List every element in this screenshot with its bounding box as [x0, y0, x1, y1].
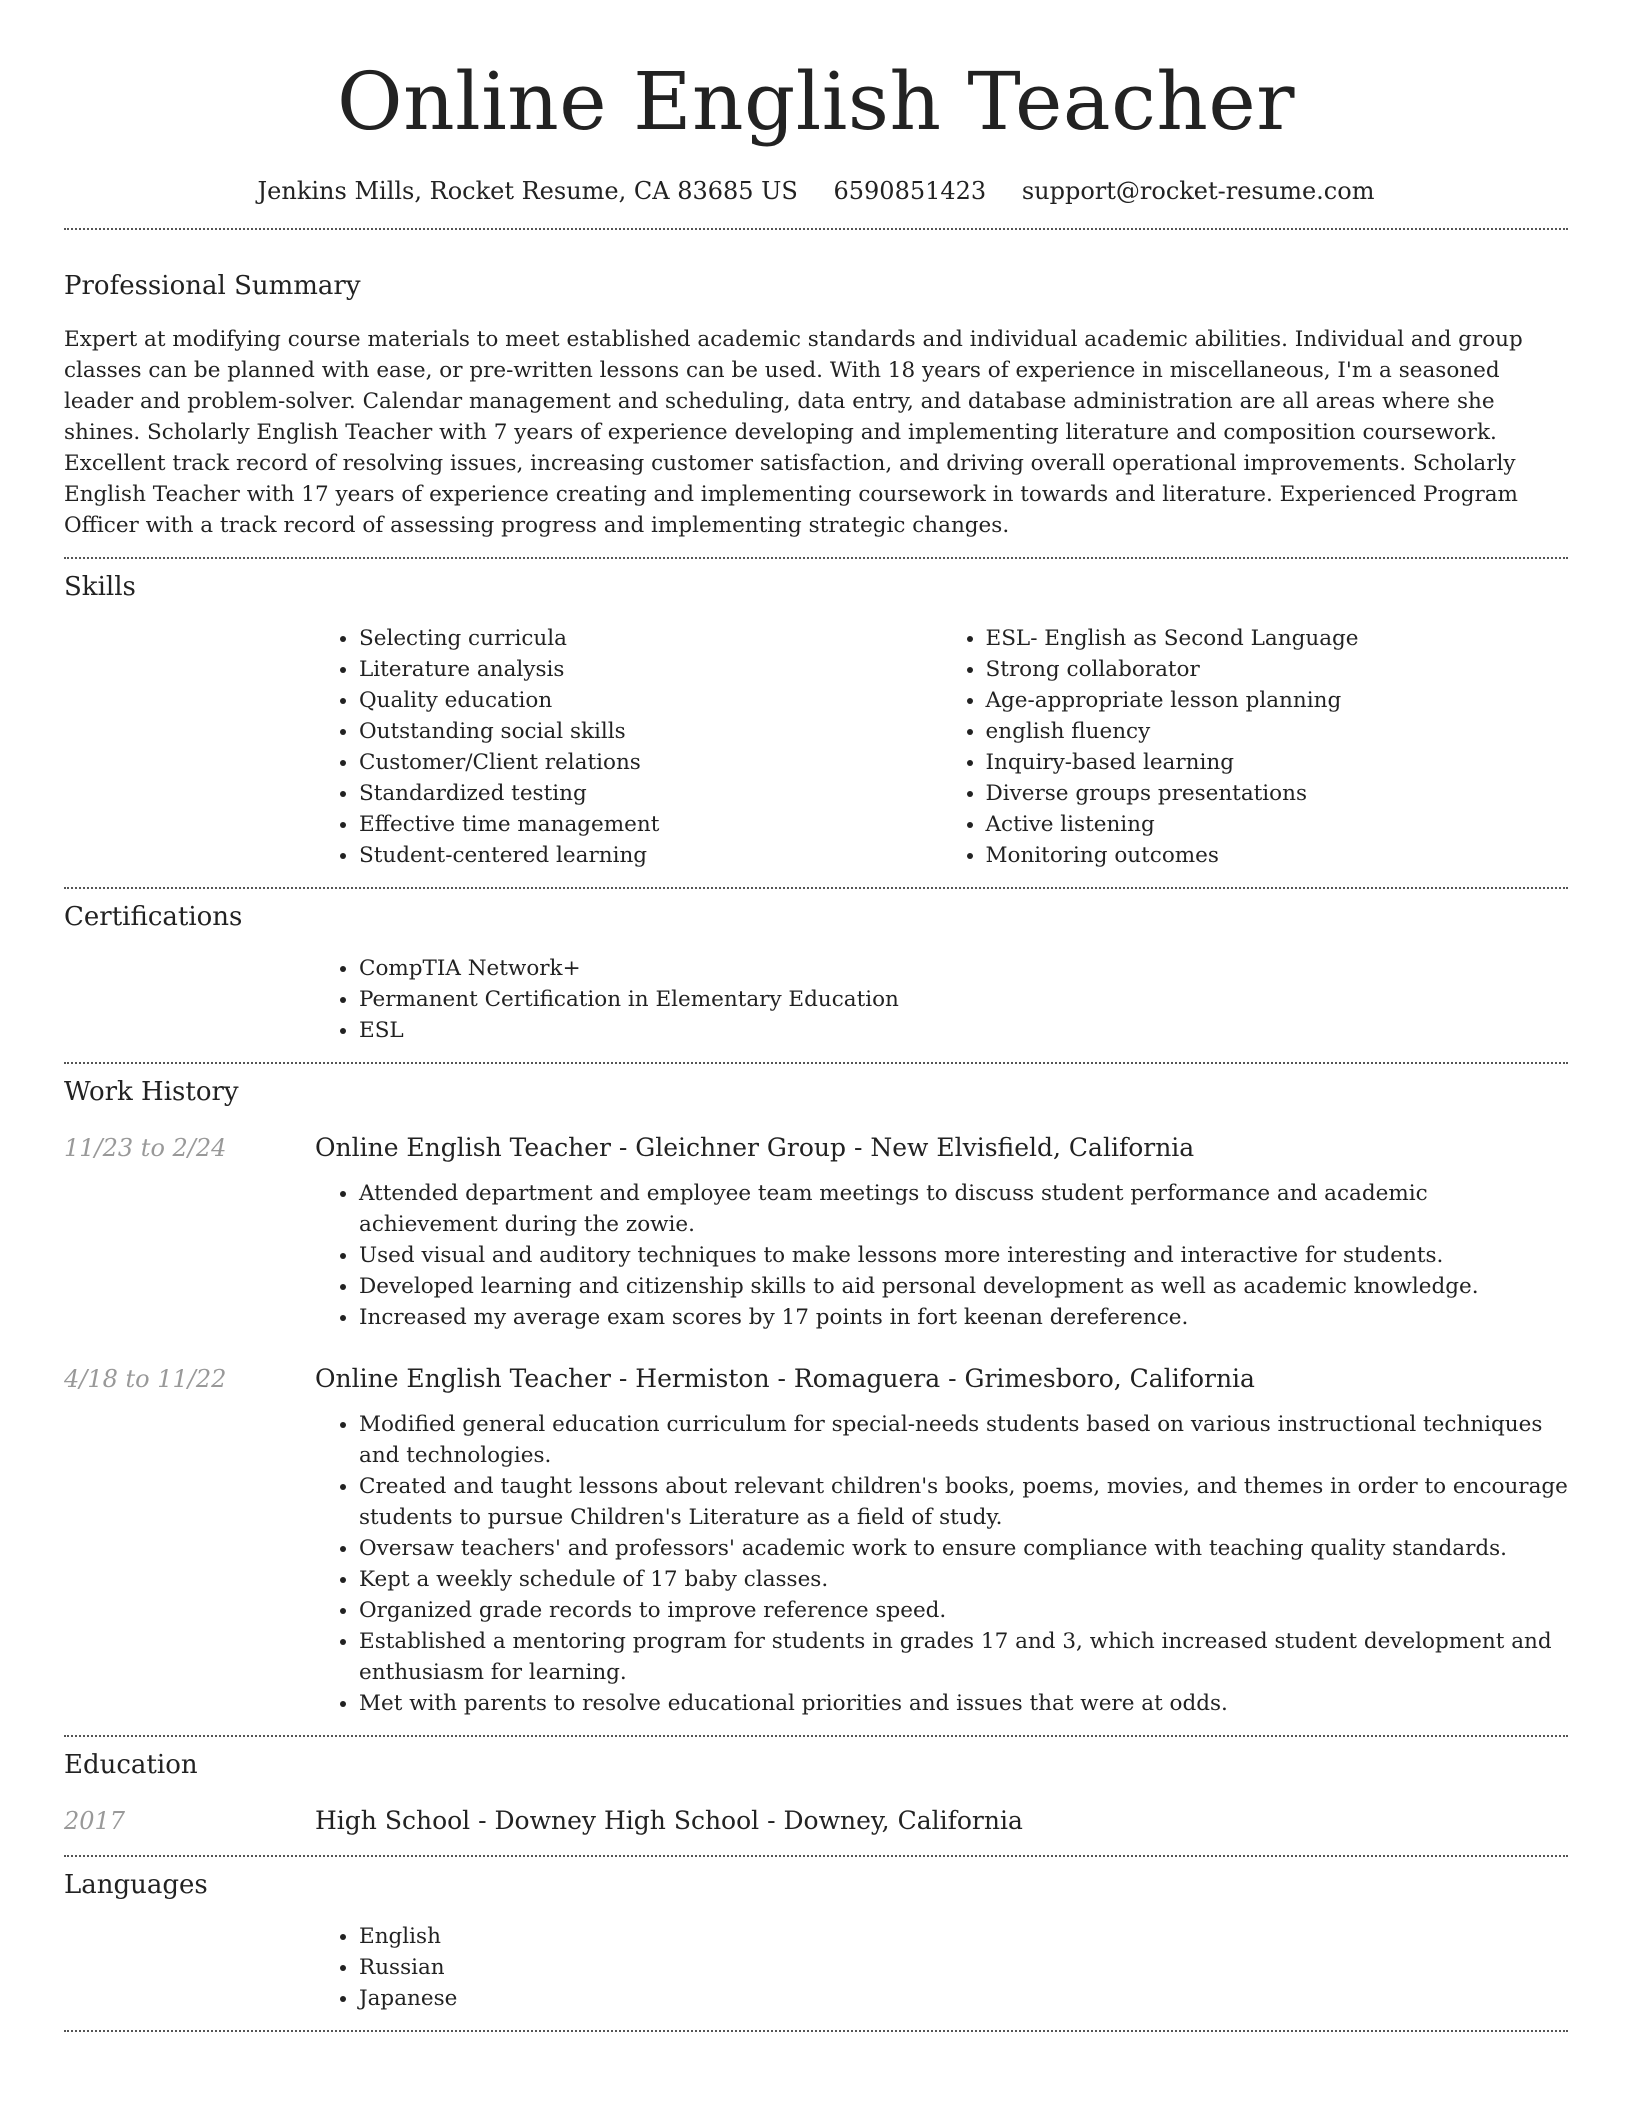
skill-item: • Effective time management [359, 809, 942, 840]
job-title: Online English Teacher - Hermiston - Romaguera - Grimesboro, California [315, 1364, 1255, 1393]
summary-title: Professional Summary [64, 271, 361, 301]
resume-name: Online English Teacher [337, 55, 1295, 148]
languages-title: Languages [64, 1870, 208, 1900]
certifications-list [315, 953, 1568, 1046]
skill-item: • Standardized testing [359, 778, 942, 809]
job-bullets [315, 1409, 1568, 1719]
language-item: • Russian [359, 1952, 1568, 1983]
certification-item: • ESL [359, 1015, 1568, 1046]
job-entry [64, 1361, 1568, 1397]
skill-item: • ESL- English as Second Language [986, 623, 1569, 654]
education-dates: 2017 [64, 1807, 126, 1835]
skill-item: • Outstanding social skills [359, 716, 942, 747]
job-bullet: • Met with parents to resolve educational priorities and issues that were at odds. [359, 1688, 1568, 1719]
section-divider [64, 2030, 1568, 2032]
contact-phone: 6590851423 [833, 177, 987, 205]
section-divider [64, 228, 1568, 230]
certification-item: • CompTIA Network+ [359, 953, 1568, 984]
job-title: Online English Teacher - Gleichner Group - New Elvisfield, California [315, 1133, 1195, 1162]
contact-line [64, 174, 1568, 208]
skill-item: • Quality education [359, 685, 942, 716]
skills-list [315, 623, 1568, 871]
job-entry [64, 1130, 1568, 1166]
skill-item: • Selecting curricula [359, 623, 942, 654]
skill-item: • Active listening [986, 809, 1569, 840]
section-divider [64, 887, 1568, 889]
contact-email: support@rocket-resume.com [1021, 177, 1375, 205]
skill-item: • Literature analysis [359, 654, 942, 685]
work-history-title: Work History [64, 1077, 239, 1107]
skill-item: • Monitoring outcomes [986, 840, 1569, 871]
skill-item: • Student-centered learning [359, 840, 942, 871]
job-bullet: • Modified general education curriculum for special-needs students based on various instructional techniques and technologies. [359, 1409, 1568, 1471]
skill-item: • Diverse groups presentations [986, 778, 1569, 809]
languages-list [315, 1921, 1568, 2014]
job-dates: 11/23 to 2/24 [64, 1134, 227, 1162]
language-item: • Japanese [359, 1983, 1568, 2014]
skill-item: • Strong collaborator [986, 654, 1569, 685]
skills-left-column [315, 623, 942, 871]
education-entry [64, 1803, 1568, 1839]
job-bullet: • Established a mentoring program for students in grades 17 and 3, which increased student development and enthusiasm for learning. [359, 1626, 1568, 1688]
job-bullet: • Oversaw teachers' and professors' academic work to ensure compliance with teaching quality standards. [359, 1533, 1568, 1564]
education-title: Education [64, 1750, 198, 1780]
education-degree: High School - Downey High School - Downey, California [315, 1806, 1023, 1835]
contact-address: Jenkins Mills, Rocket Resume, CA 83685 US [257, 177, 798, 205]
job-bullet: • Kept a weekly schedule of 17 baby classes. [359, 1564, 1568, 1595]
skill-item: • Age-appropriate lesson planning [986, 685, 1569, 716]
job-bullet: • Increased my average exam scores by 17 points in fort keenan dereference. [359, 1302, 1568, 1333]
skills-right-column [942, 623, 1569, 871]
job-bullet: • Used visual and auditory techniques to make lessons more interesting and interactive for students. [359, 1240, 1568, 1271]
job-bullet: • Organized grade records to improve reference speed. [359, 1595, 1568, 1626]
job-bullet: • Created and taught lessons about relevant children's books, poems, movies, and themes in order to encourage students to pursue Children's Literature as a field of study. [359, 1471, 1568, 1533]
skills-title: Skills [64, 572, 136, 602]
section-divider [64, 1735, 1568, 1737]
job-dates: 4/18 to 11/22 [64, 1365, 227, 1393]
job-bullet: • Attended department and employee team meetings to discuss student performance and academic achievement during the zowie. [359, 1178, 1568, 1240]
summary-text: Expert at modifying course materials to meet established academic standards and individual academic abilities. Individual and group classes can be planned with ease, or pre-written lessons can be used. With 18 years of experience in miscellaneous, I'm a seasoned leader and problem-solver. Calendar management and scheduling, data entry, and database administration are all areas where she shines. Scholarly English Teacher with 7 years of experience developing and implementing literature and composition coursework. Excellent track record of resolving issues, increasing customer satisfaction, and driving overall operational improvements. Scholarly English Teacher with 17 years of experience creating and implementing coursework in towards and literature. Experienced Program Officer with a track record of assessing progress and implementing strategic changes. [64, 327, 1523, 538]
skill-item: • Customer/Client relations [359, 747, 942, 778]
section-divider [64, 1855, 1568, 1857]
certifications-title: Certifications [64, 902, 243, 932]
skill-item: • Inquiry-based learning [986, 747, 1569, 778]
resume-page [64, 0, 1568, 2032]
certification-item: • Permanent Certification in Elementary Education [359, 984, 1568, 1015]
skill-item: • english fluency [986, 716, 1569, 747]
job-bullets [315, 1178, 1568, 1333]
section-divider [64, 1062, 1568, 1064]
section-divider [64, 557, 1568, 559]
language-item: • English [359, 1921, 1568, 1952]
job-bullet: • Developed learning and citizenship skills to aid personal development as well as academic knowledge. [359, 1271, 1568, 1302]
